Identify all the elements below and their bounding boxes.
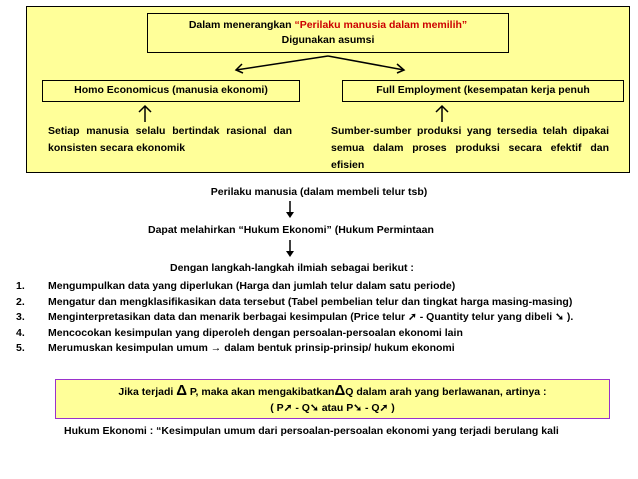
list-item bbox=[16, 341, 622, 357]
list-item-text: Menginterpretasikan data dan menarik berbagai kesimpulan (Price telur bbox=[48, 311, 409, 324]
arrow-down-left-icon: ➘ bbox=[353, 402, 363, 414]
list-item-text: Mengumpulkan data yang diperlukan (Harga dan jumlah telur dalam satu periode) bbox=[48, 280, 456, 292]
flow-step-2: Dapat melahirkan “Hukum Ekonomi” (Hukum Permintaan bbox=[148, 224, 434, 236]
full-employment-description: Sumber-sumber produksi yang tersedia telah dipakai semua dalam proses produksi secara efektif dan efisien bbox=[331, 125, 609, 171]
list-item bbox=[16, 295, 622, 311]
list-item bbox=[16, 279, 622, 295]
steps-list bbox=[16, 279, 622, 357]
arrow-up-right-icon: ➚ bbox=[283, 402, 293, 414]
delta-icon: Δ bbox=[334, 382, 346, 399]
homo-economicus-label: Homo Economicus (manusia ekonomi) bbox=[74, 84, 268, 96]
list-item-text: Mencocokan kesimpulan yang diperoleh dengan persoalan-persoalan ekonomi lain bbox=[48, 326, 463, 339]
branch-arrow-icon bbox=[236, 56, 404, 73]
list-item-text: - Quantity telur yang dibeli bbox=[416, 311, 556, 324]
up-arrow-icon bbox=[139, 106, 448, 122]
arrow-down-left-icon: ➘ bbox=[309, 402, 319, 414]
list-item-text: Merumuskan kesimpulan umum bbox=[48, 342, 211, 355]
footer-definition: Hukum Ekonomi : “Kesimpulan umum dari persoalan-persoalan ekonomi yang terjadi berulang kali bbox=[64, 425, 559, 437]
list-item-number: 3. bbox=[16, 311, 25, 324]
homo-economicus-description: Setiap manusia selalu bertindak rasional dan konsisten secara ekonomik bbox=[48, 125, 292, 154]
list-item bbox=[16, 310, 622, 326]
list-item-text: Mengatur dan mengklasifikasikan data tersebut (Tabel pembelian telur dan tingkat harga masing-masing) bbox=[48, 295, 573, 308]
title-line2: Digunakan asumsi bbox=[281, 34, 375, 46]
result-line2-e: ) bbox=[388, 402, 395, 414]
result-line2-b: - Q bbox=[292, 402, 310, 414]
arrow-right-icon: → bbox=[210, 342, 222, 355]
list-item-number: 1. bbox=[16, 280, 25, 292]
result-line2-c: atau P bbox=[318, 402, 354, 414]
result-text-c: Q dalam arah yang berlawanan, artinya : bbox=[345, 386, 547, 398]
flow-step-3: Dengan langkah-langkah ilmiah sebagai berikut : bbox=[170, 262, 414, 274]
result-text-a: Jika terjadi bbox=[118, 386, 177, 398]
arrow-up-right-icon: ➚ bbox=[379, 402, 389, 414]
title-prefix: Dalam menerangkan bbox=[188, 19, 295, 31]
arrow-up-right-icon: ➚ bbox=[408, 311, 417, 324]
list-item bbox=[16, 326, 622, 342]
title-highlight: “Perilaku manusia dalam memilih” bbox=[294, 19, 468, 31]
full-employment-label: Full Employment (kesempatan kerja penuh bbox=[376, 84, 590, 96]
list-item-number: 4. bbox=[16, 326, 25, 339]
list-item-text: ). bbox=[563, 311, 574, 324]
result-line2-a: ( P bbox=[270, 402, 284, 414]
arrow-down-left-icon: ➘ bbox=[555, 311, 564, 324]
list-item-text: dalam bentuk prinsip-prinsip/ hukum ekonomi bbox=[221, 342, 455, 355]
result-text-b: P, maka akan mengakibatkan bbox=[186, 386, 335, 398]
result-line2-d: - Q bbox=[362, 402, 380, 414]
flow-step-1: Perilaku manusia (dalam membeli telur tsb) bbox=[210, 186, 428, 198]
list-item-number: 5. bbox=[16, 342, 25, 355]
delta-icon: Δ bbox=[176, 382, 187, 399]
list-item-number: 2. bbox=[16, 295, 25, 308]
result-box bbox=[55, 379, 610, 419]
